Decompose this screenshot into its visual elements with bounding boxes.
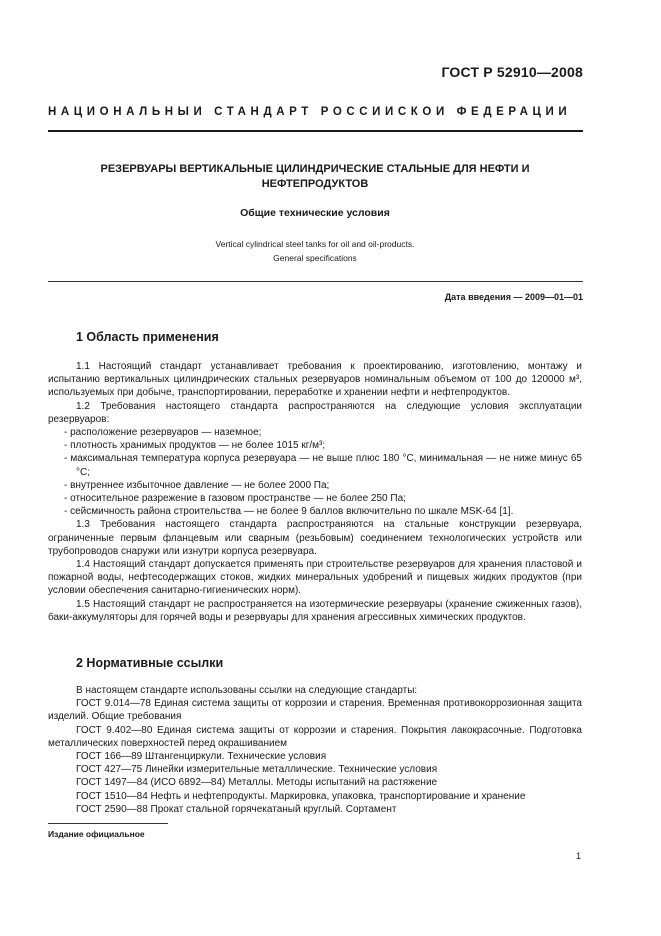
paragraph-1-2: 1.2 Требования настоящего стандарта распространяются на следующие условия эксплуатации резервуаров: (48, 400, 582, 425)
standard-main-title: РЕЗЕРВУАРЫ ВЕРТИКАЛЬНЫЕ ЦИЛИНДРИЧЕСКИЕ СТАЛЬНЫЕ ДЛЯ НЕФТИ И НЕФТЕПРОДУКТОВ (100, 163, 530, 190)
reference-item: ГОСТ 2590—88 Прокат стальной горячекатаный круглый. Сортамент (76, 803, 397, 815)
effective-date: Дата введения — 2009—01—01 (444, 292, 583, 302)
section-2-heading: 2 Нормативные ссылки (76, 656, 224, 670)
national-standard-title: НАЦИОНАЛЬНЫЙ СТАНДАРТ РОССИЙСКОЙ ФЕДЕРАЦИИ (48, 106, 572, 118)
reference-item: ГОСТ 1510—84 Нефть и нефтепродукты. Маркировка, упаковка, транспортирование и хранение (76, 790, 526, 802)
paragraph-1-3: 1.3 Требования настоящего стандарта распространяются на стальные конструкции резервуара, ограниченные первым фланцевым или сварным (резьбовым) соединением технологических устройств или трубопроводов снаружи или изнутри корпуса резервуара. (48, 519, 582, 557)
title-rule (48, 281, 583, 282)
references-intro: В настоящем стандарте использованы ссылки на следующие стандарты: (76, 685, 418, 696)
english-title (60, 237, 570, 265)
reference-item: ГОСТ 9.014—78 Единая система защиты от коррозии и старения. Временная противокоррозионная защита изделий. Общие требования (48, 698, 582, 723)
english-title-line-2: General specifications (273, 253, 357, 263)
reference-item: ГОСТ 166—89 Штангенциркули. Технические условия (76, 751, 327, 763)
list-item: - сейсмичность района строительства — не более 9 баллов включительно по шкале MSK-64 [1]. (64, 506, 514, 518)
list-item: - относительное разрежение в газовом пространстве — не более 250 Па; (64, 493, 406, 505)
list-item: - расположение резервуаров — наземное; (64, 427, 262, 439)
paragraph-1-4: 1.4 Настоящий стандарт допускается применять при строительстве резервуаров для хранения пластовой и пожарной воды, нефтесодержащих стоков, жидких минеральных удобрений и пищевых жидких продуктов (при условии обеспечения санитарно-гигиенических норм). (48, 559, 582, 597)
list-item: - внутреннее избыточное давление — не более 2000 Па; (64, 479, 330, 491)
section-1-heading: 1 Область применения (76, 330, 219, 344)
list-item: - максимальная температура корпуса резервуара — не выше плюс 180 °С, минимальная — не ниже минус 65 °С; (64, 453, 582, 478)
list-item: - плотность хранимых продуктов — не более 1015 кг/м³; (64, 440, 326, 452)
english-title-line-1: Vertical cylindrical steel tanks for oil and oil-products. (215, 239, 415, 249)
section-2-body (48, 684, 582, 816)
header-rule (48, 130, 583, 132)
footer-rule (48, 823, 168, 824)
document-number: ГОСТ Р 52910—2008 (441, 64, 583, 80)
paragraph-1-1: 1.1 Настоящий стандарт устанавливает требования к проектированию, изготовлению, монтажу и испытанию вертикальных цилиндрических стальных резервуаров номинальным объемом от 100 до 120000 м³, используемых при добыче, транспортировании, переработке и хранении нефти и нефтепродуктов. (48, 361, 582, 399)
paragraph-1-5: 1.5 Настоящий стандарт не распространяется на изотермические резервуары (хранение сжиженных газов), баки-аккумуляторы для горячей воды и резервуары для хранения агрессивных химических продуктов. (48, 598, 582, 623)
page-number: 1 (576, 851, 582, 861)
standard-subtitle: Общие технические условия (240, 207, 390, 219)
reference-item: ГОСТ 427—75 Линейки измерительные металлические. Технические условия (76, 764, 438, 776)
official-edition-label: Издание официальное (48, 829, 145, 839)
section-1-body (48, 360, 582, 624)
reference-item: ГОСТ 9.402—80 Единая система защиты от коррозии и старения. Покрытия лакокрасочные. Подготовка металлических поверхностей перед окрашиванием (48, 724, 582, 749)
reference-item: ГОСТ 1497—84 (ИСО 6892—84) Металлы. Методы испытаний на растяжение (76, 777, 438, 789)
